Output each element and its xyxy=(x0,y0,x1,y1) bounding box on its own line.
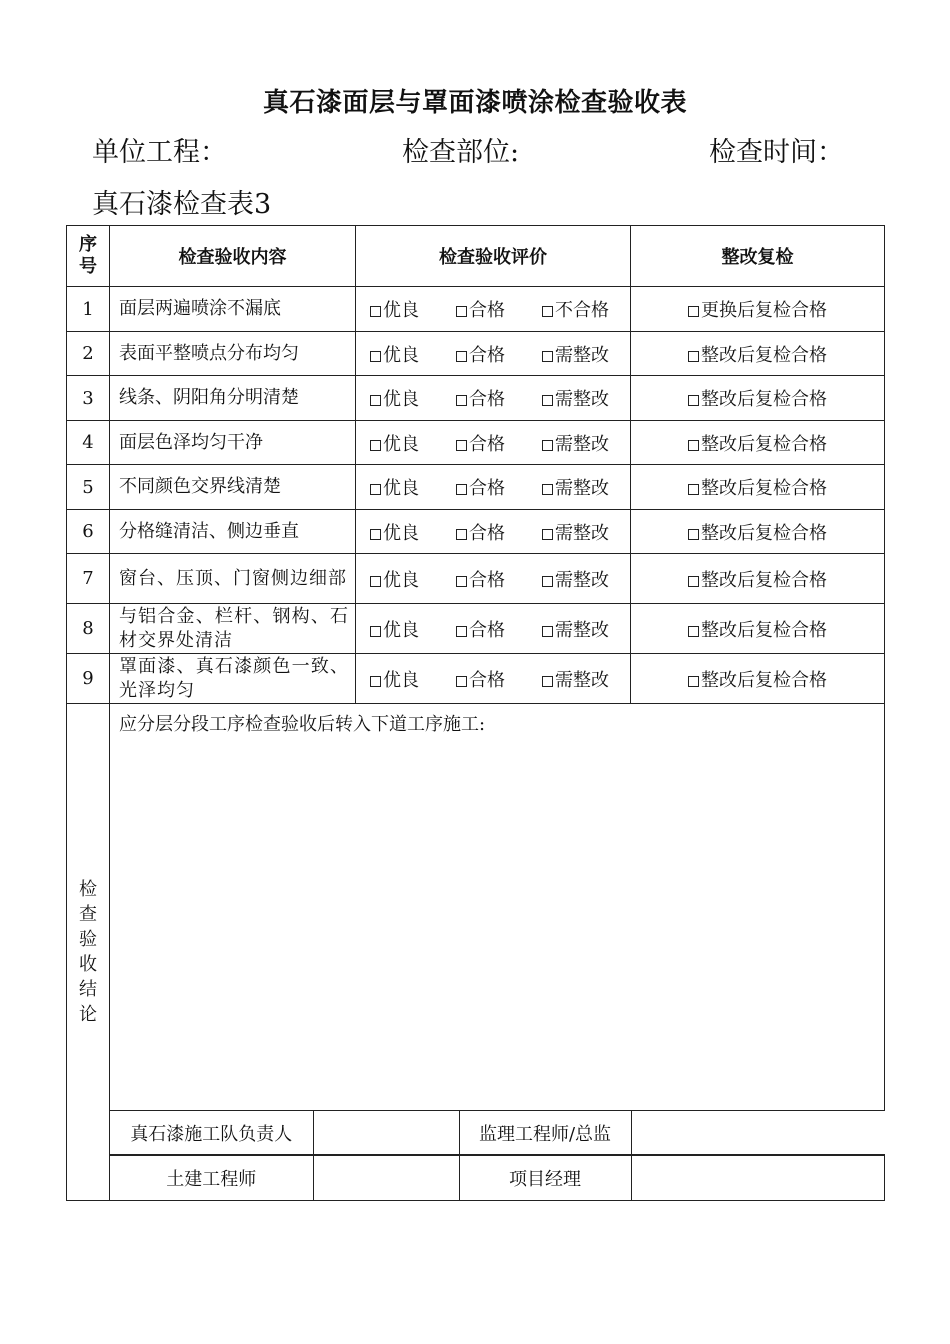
evaluation-option-3[interactable] xyxy=(542,474,609,500)
checkbox-icon[interactable] xyxy=(542,306,553,317)
recheck-label: 整改后复检合格 xyxy=(701,619,827,641)
table-row xyxy=(67,287,885,332)
checkbox-icon[interactable] xyxy=(370,351,381,362)
evaluation-option-2[interactable] xyxy=(456,341,542,367)
row-content: 窗台、压顶、门窗侧边细部 xyxy=(110,554,356,604)
checkbox-icon[interactable] xyxy=(456,440,467,451)
evaluation-option-3[interactable] xyxy=(542,616,609,642)
evaluation-option-2[interactable] xyxy=(456,296,542,322)
row-recheck[interactable] xyxy=(631,287,885,332)
recheck-label: 整改后复检合格 xyxy=(701,669,827,691)
header-no-text: 序号 xyxy=(79,234,97,277)
header-recheck: 整改复检 xyxy=(631,226,885,287)
row-recheck[interactable] xyxy=(631,654,885,704)
table-row xyxy=(67,654,885,704)
row-content: 与铝合金、栏杆、钢构、石材交界处清洁 xyxy=(110,604,356,654)
row-number: 5 xyxy=(67,465,110,510)
row-number: 2 xyxy=(67,332,110,376)
option-label: 优良 xyxy=(383,522,419,544)
checkbox-icon[interactable] xyxy=(688,626,699,637)
civil-engineer-label: 土建工程师 xyxy=(110,1156,313,1201)
checkbox-icon[interactable] xyxy=(688,351,699,362)
checkbox-icon[interactable] xyxy=(542,440,553,451)
option-label: 优良 xyxy=(383,569,419,591)
row-content: 不同颜色交界线清楚 xyxy=(110,465,356,510)
checkbox-icon[interactable] xyxy=(370,529,381,540)
row-evaluation xyxy=(356,554,631,604)
table-row xyxy=(67,604,885,654)
row-number: 8 xyxy=(67,604,110,654)
row-content: 罩面漆、真石漆颜色一致、光泽均匀 xyxy=(110,654,356,704)
evaluation-option-3[interactable] xyxy=(542,341,609,367)
checkbox-icon[interactable] xyxy=(456,306,467,317)
option-label: 优良 xyxy=(383,669,419,691)
recheck-label: 整改后复检合格 xyxy=(701,569,827,591)
option-label: 需整改 xyxy=(555,344,609,366)
row-recheck[interactable] xyxy=(631,376,885,421)
option-label: 优良 xyxy=(383,300,419,321)
signature-row-1 xyxy=(67,1111,885,1156)
option-label: 优良 xyxy=(383,433,419,455)
checkbox-icon[interactable] xyxy=(370,484,381,495)
evaluation-option-1[interactable] xyxy=(370,296,456,322)
option-label: 需整改 xyxy=(555,522,609,544)
unit-project-label: 单位工程： xyxy=(92,137,227,168)
option-label: 优良 xyxy=(383,478,419,499)
option-label: 合格 xyxy=(469,669,505,691)
checkbox-icon[interactable] xyxy=(456,676,467,687)
option-label: 合格 xyxy=(469,522,505,544)
team-leader-signature-field[interactable] xyxy=(313,1111,459,1155)
checkbox-icon[interactable] xyxy=(370,626,381,637)
option-label: 合格 xyxy=(469,300,505,321)
recheck-label: 整改后复检合格 xyxy=(701,389,827,410)
checkbox-icon[interactable] xyxy=(688,395,699,406)
evaluation-option-1[interactable] xyxy=(370,385,456,411)
evaluation-option-3[interactable] xyxy=(542,666,609,692)
checkbox-icon[interactable] xyxy=(456,351,467,362)
row-number: 4 xyxy=(67,421,110,465)
evaluation-option-2[interactable] xyxy=(456,430,542,456)
option-label: 合格 xyxy=(469,344,505,366)
checkbox-icon[interactable] xyxy=(456,484,467,495)
evaluation-option-1[interactable] xyxy=(370,616,456,642)
checkbox-icon[interactable] xyxy=(370,306,381,317)
option-label: 不合格 xyxy=(555,300,609,321)
checkbox-icon[interactable] xyxy=(456,529,467,540)
header-fields xyxy=(92,130,862,170)
checkbox-icon[interactable] xyxy=(542,676,553,687)
checkbox-icon[interactable] xyxy=(688,306,699,317)
checkbox-icon[interactable] xyxy=(370,576,381,587)
row-evaluation xyxy=(356,287,631,332)
signature-row-2 xyxy=(67,1155,885,1201)
option-label: 需整改 xyxy=(555,478,609,499)
checkbox-icon[interactable] xyxy=(370,395,381,406)
project-manager-label: 项目经理 xyxy=(459,1156,631,1201)
evaluation-option-1[interactable] xyxy=(370,341,456,367)
recheck-label: 整改后复检合格 xyxy=(701,522,827,544)
option-label: 需整改 xyxy=(555,433,609,455)
row-recheck[interactable] xyxy=(631,332,885,376)
row-recheck[interactable] xyxy=(631,604,885,654)
conclusion-label-text: 检查验收结论 xyxy=(79,879,97,1025)
table-header-row xyxy=(67,226,885,287)
row-content: 面层色泽均匀干净 xyxy=(110,421,356,465)
conclusion-row xyxy=(67,704,885,1111)
option-label: 需整改 xyxy=(555,389,609,410)
evaluation-option-1[interactable] xyxy=(370,519,456,545)
checkbox-icon[interactable] xyxy=(688,676,699,687)
table-row xyxy=(67,510,885,554)
row-recheck[interactable] xyxy=(631,510,885,554)
row-recheck[interactable] xyxy=(631,554,885,604)
evaluation-option-2[interactable] xyxy=(456,616,542,642)
row-evaluation xyxy=(356,376,631,421)
evaluation-option-2[interactable] xyxy=(456,519,542,545)
checkbox-icon[interactable] xyxy=(542,484,553,495)
table-row xyxy=(67,465,885,510)
checkbox-icon[interactable] xyxy=(542,576,553,587)
row-evaluation xyxy=(356,510,631,554)
row-content: 面层两遍喷涂不漏底 xyxy=(110,287,356,332)
conclusion-label xyxy=(67,704,110,1201)
civil-engineer-signature-field[interactable] xyxy=(313,1156,459,1201)
row-evaluation xyxy=(356,465,631,510)
option-label: 需整改 xyxy=(555,619,609,641)
row-evaluation xyxy=(356,421,631,465)
row-recheck[interactable] xyxy=(631,465,885,510)
option-label: 合格 xyxy=(469,569,505,591)
row-number: 7 xyxy=(67,554,110,604)
team-leader-label: 真石漆施工队负责人 xyxy=(110,1111,313,1155)
row-content: 分格缝清洁、侧边垂直 xyxy=(110,510,356,554)
check-location-label: 检查部位: xyxy=(402,137,520,168)
evaluation-option-2[interactable] xyxy=(456,566,542,592)
form-subtitle: 真石漆检查表3 xyxy=(92,189,272,220)
recheck-label: 更换后复检合格 xyxy=(701,300,827,321)
checkbox-icon[interactable] xyxy=(456,576,467,587)
option-label: 合格 xyxy=(469,389,505,410)
checkbox-icon[interactable] xyxy=(456,626,467,637)
table-row xyxy=(67,554,885,604)
row-evaluation xyxy=(356,604,631,654)
option-label: 优良 xyxy=(383,389,419,410)
checkbox-icon[interactable] xyxy=(370,676,381,687)
option-label: 合格 xyxy=(469,433,505,455)
recheck-label: 整改后复检合格 xyxy=(701,344,827,366)
option-label: 优良 xyxy=(383,619,419,641)
row-content: 线条、阴阳角分明清楚 xyxy=(110,376,356,421)
table-row xyxy=(67,421,885,465)
evaluation-option-3[interactable] xyxy=(542,296,609,322)
evaluation-option-2[interactable] xyxy=(456,385,542,411)
checkbox-icon[interactable] xyxy=(542,395,553,406)
header-no xyxy=(67,226,110,287)
header-content: 检查验收内容 xyxy=(110,226,356,287)
row-number: 6 xyxy=(67,510,110,554)
option-label: 需整改 xyxy=(555,669,609,691)
row-recheck[interactable] xyxy=(631,421,885,465)
option-label: 优良 xyxy=(383,344,419,366)
evaluation-option-1[interactable] xyxy=(370,474,456,500)
checkbox-icon[interactable] xyxy=(542,529,553,540)
checkbox-icon[interactable] xyxy=(688,529,699,540)
table-row xyxy=(67,376,885,421)
checkbox-icon[interactable] xyxy=(688,576,699,587)
evaluation-option-1[interactable] xyxy=(370,666,456,692)
row-number: 9 xyxy=(67,654,110,704)
option-label: 需整改 xyxy=(555,569,609,591)
check-time-label: 检查时间： xyxy=(709,137,844,168)
row-content: 表面平整喷点分布均匀 xyxy=(110,332,356,376)
supervisor-signature-field[interactable] xyxy=(631,1111,885,1155)
page-title: 真石漆面层与罩面漆喷涂检查验收表 xyxy=(262,88,687,118)
row-evaluation xyxy=(356,654,631,704)
recheck-label: 整改后复检合格 xyxy=(701,433,827,455)
inspection-table xyxy=(66,225,885,1201)
row-evaluation xyxy=(356,332,631,376)
recheck-label: 整改后复检合格 xyxy=(701,478,827,499)
supervisor-label: 监理工程师/总监 xyxy=(459,1111,631,1155)
checkbox-icon[interactable] xyxy=(370,440,381,451)
checkbox-icon[interactable] xyxy=(542,626,553,637)
table-row xyxy=(67,332,885,376)
header-evaluation: 检查验收评价 xyxy=(356,226,631,287)
evaluation-option-3[interactable] xyxy=(542,566,609,592)
evaluation-option-1[interactable] xyxy=(370,566,456,592)
checkbox-icon[interactable] xyxy=(688,484,699,495)
evaluation-option-3[interactable] xyxy=(542,430,609,456)
evaluation-option-3[interactable] xyxy=(542,519,609,545)
evaluation-option-2[interactable] xyxy=(456,474,542,500)
project-manager-signature-field[interactable] xyxy=(631,1156,885,1201)
option-label: 合格 xyxy=(469,478,505,499)
checkbox-icon[interactable] xyxy=(456,395,467,406)
checkbox-icon[interactable] xyxy=(542,351,553,362)
evaluation-option-2[interactable] xyxy=(456,666,542,692)
row-number: 1 xyxy=(67,287,110,332)
row-number: 3 xyxy=(67,376,110,421)
checkbox-icon[interactable] xyxy=(688,440,699,451)
evaluation-option-1[interactable] xyxy=(370,430,456,456)
option-label: 合格 xyxy=(469,619,505,641)
conclusion-text[interactable]: 应分层分段工序检查验收后转入下道工序施工: xyxy=(110,704,885,1111)
evaluation-option-3[interactable] xyxy=(542,385,609,411)
